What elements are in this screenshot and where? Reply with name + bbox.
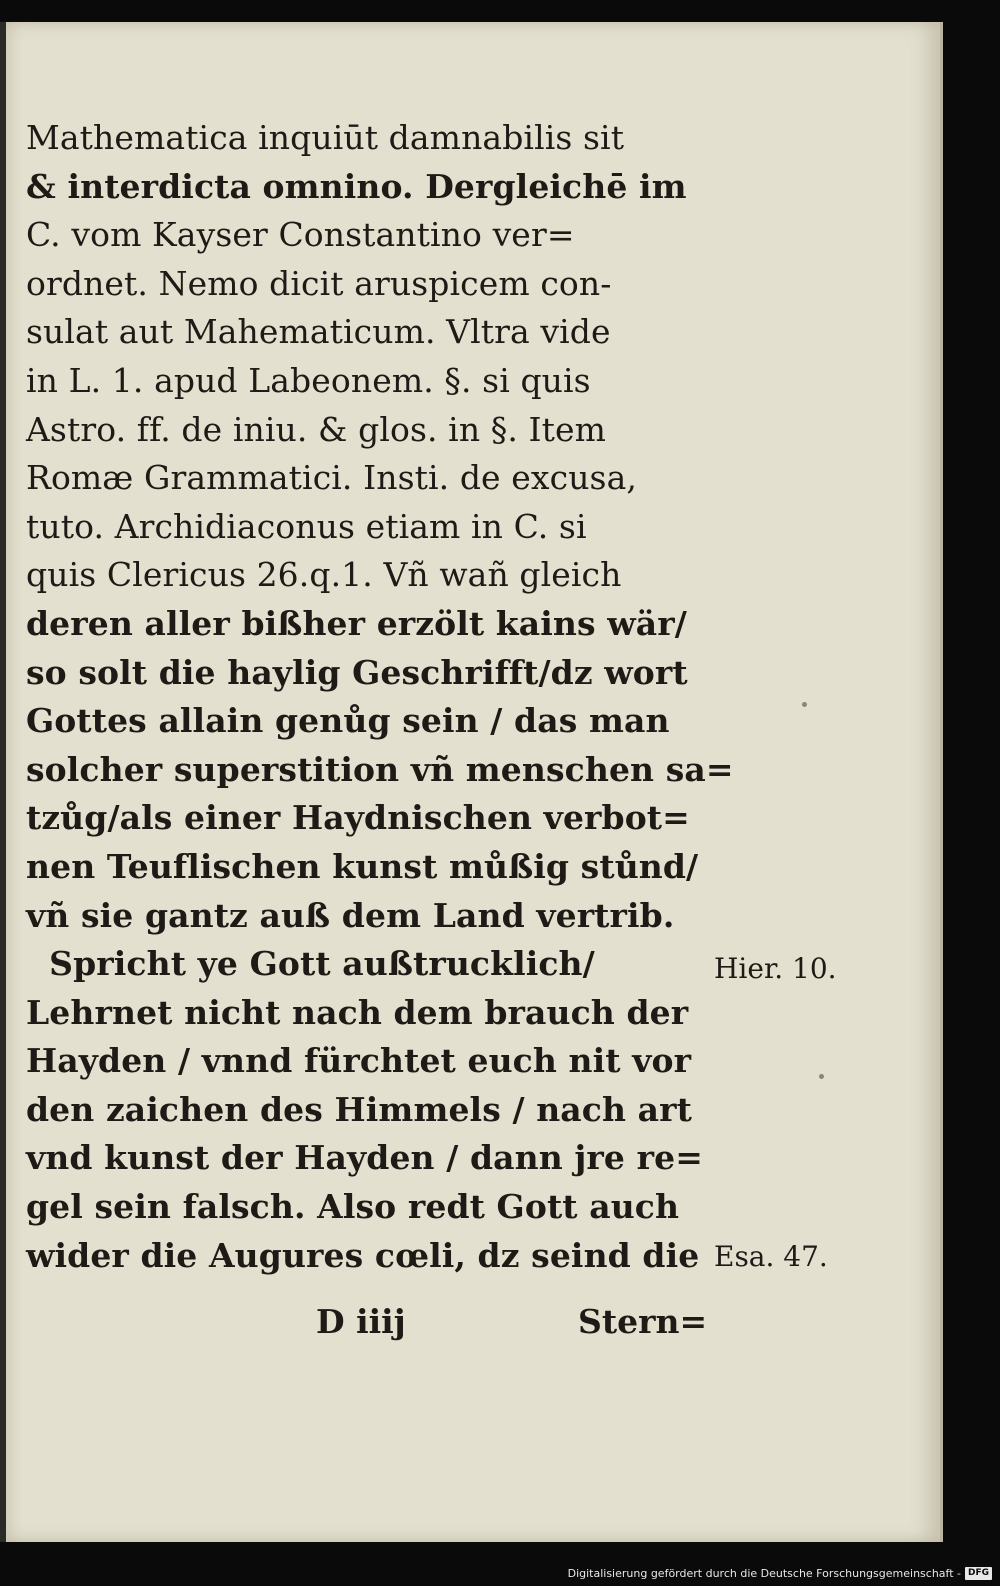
text-line: nen Teuflischen kunst můßig stůnd/: [26, 846, 699, 886]
text-line: Hayden / vnnd fürchtet euch nit vor: [26, 1041, 692, 1081]
text-line: tzůg/als einer Haydnischen verbot=: [26, 798, 690, 838]
text-line: in L. 1. apud Labeonem. §. si quis: [26, 360, 591, 400]
text-line: Mathematica inquiūt damnabilis sit: [26, 118, 625, 157]
credit-text: Digitalisierung gefördert durch die Deutsche Forschungsgemeinschaft -: [567, 1566, 961, 1580]
text-line: tuto. Archidiaconus etiam in C. si: [26, 506, 587, 546]
text-line: gel sein falsch. Also redt Gott auch: [26, 1187, 680, 1227]
text-line: ordnet. Nemo dicit aruspicem con-: [26, 263, 612, 303]
text-line: solcher superstition vñ menschen sa=: [26, 749, 734, 789]
text-line: den zaichen des Himmels / nach art: [26, 1089, 692, 1129]
text-line: deren aller bißher erzölt kains wär/: [26, 603, 687, 643]
text-line: Gottes allain genůg sein / das man: [26, 701, 670, 741]
text-line: wider die Augures cœli, dz seind die: [26, 1235, 700, 1275]
text-line: Spricht ye Gott außtrucklich/: [26, 944, 595, 984]
signature-mark: D iiij: [316, 1302, 406, 1341]
margin-note: Esa. 47.: [714, 1240, 828, 1273]
digitization-credit: [568, 1564, 992, 1582]
text-line: Lehrnet nicht nach dem brauch der: [26, 992, 689, 1032]
text-line: quis Clericus 26.q.1. Vñ wañ gleich: [26, 555, 622, 595]
paper-speck: [819, 1074, 824, 1079]
page-footer: [26, 1302, 726, 1350]
text-line: sulat aut Mahematicum. Vltra vide: [26, 312, 611, 352]
text-line: vnd kunst der Hayden / dann jre re=: [26, 1138, 703, 1178]
text-line: C. vom Kayser Constantino ver=: [26, 215, 575, 255]
dfg-logo: DFG: [965, 1567, 992, 1580]
paper-speck: [802, 702, 807, 707]
text-line: & interdicta omnino. Dergleichē im: [26, 166, 687, 206]
text-line: Astro. ff. de iniu. & glos. in §. Item: [26, 409, 607, 449]
text-line: Romæ Grammatici. Insti. de excusa,: [26, 458, 637, 498]
book-page: [6, 22, 943, 1542]
text-block: [26, 114, 734, 1280]
text-line: so solt die haylig Geschrifft/dz wort: [26, 652, 688, 692]
text-line: vñ sie gantz auß dem Land vertrib.: [26, 895, 675, 935]
margin-note: Hier. 10.: [714, 952, 837, 985]
catchword: Stern=: [578, 1302, 708, 1341]
